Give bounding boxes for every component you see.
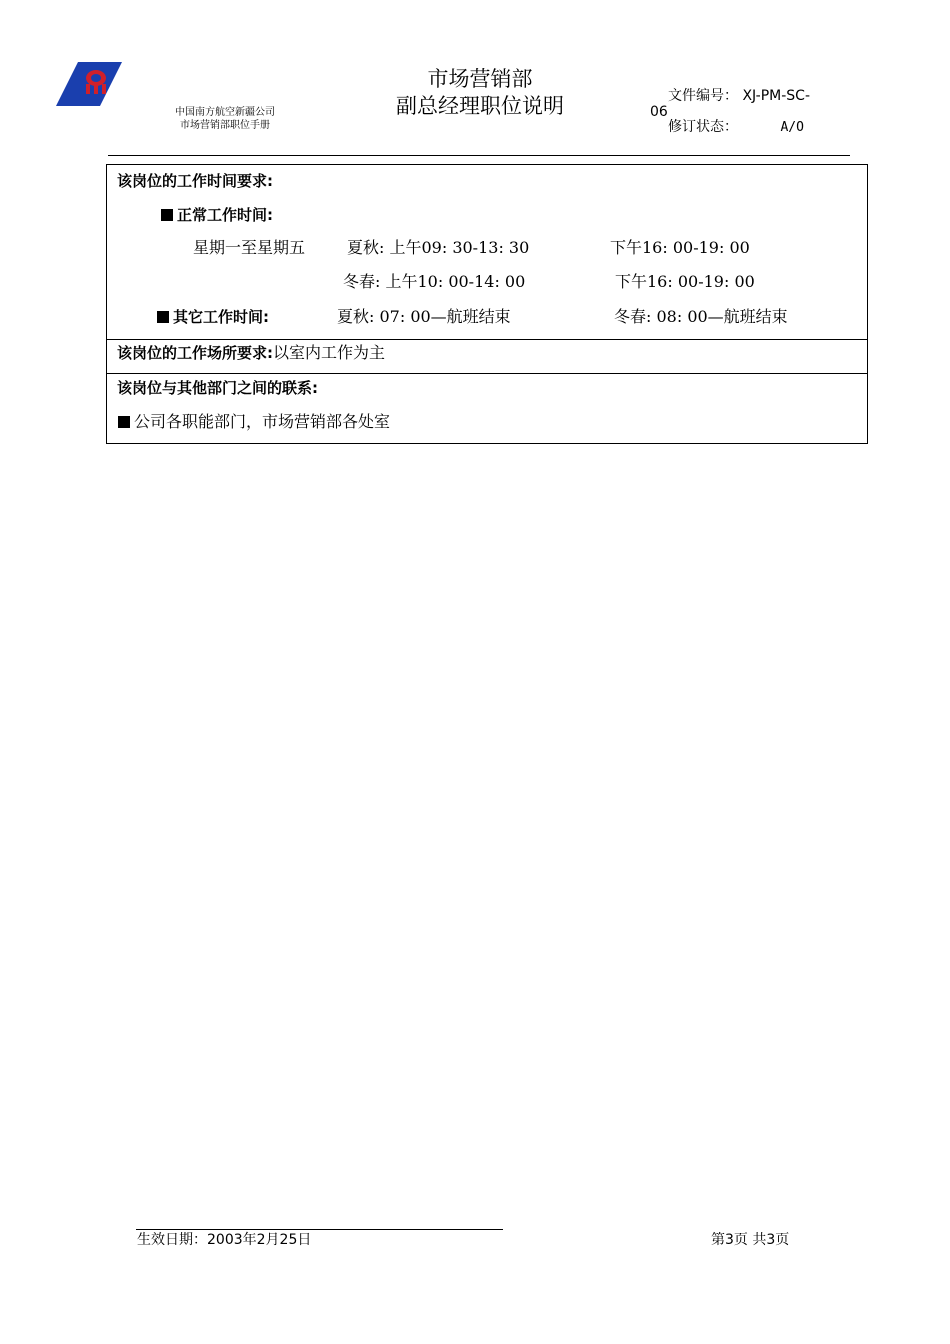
other-worktime-label: 其它工作时间:	[173, 308, 269, 326]
page-number: 第3页 共3页	[711, 1232, 790, 1248]
bullet-square-icon	[157, 311, 169, 323]
workplace-value: 以室内工作为主	[273, 343, 386, 362]
doc-number-label: 文件编号：	[668, 88, 738, 104]
summer-morning-hours: 夏秋: 上午09: 30-13: 30	[347, 238, 530, 257]
header-divider	[108, 155, 850, 156]
summer-afternoon-hours: 下午16: 00-19: 00	[610, 238, 750, 257]
bullet-square-icon	[161, 209, 173, 221]
worktime-heading: 该岗位的工作时间要求:	[117, 172, 273, 190]
normal-worktime-label: 正常工作时间:	[177, 206, 273, 224]
other-summer-hours: 夏秋: 07: 00—航班结束	[337, 307, 511, 326]
relations-heading: 该岗位与其他部门之间的联系:	[117, 379, 318, 397]
title-line-2: 副总经理职位说明	[396, 94, 564, 118]
workplace-heading: 该岗位的工作场所要求:	[117, 344, 273, 362]
kapok-logo-icon	[56, 60, 124, 108]
company-line-2: 市场营销部职位手册	[180, 120, 270, 131]
effective-date: 生效日期：2003年2月25日	[137, 1232, 312, 1248]
weekdays-label: 星期一至星期五	[193, 238, 306, 257]
bullet-square-icon	[118, 416, 130, 428]
footer-divider	[136, 1229, 503, 1230]
company-logo	[56, 60, 124, 108]
company-line-1: 中国南方航空新疆公司	[175, 107, 275, 118]
relations-value: 公司各职能部门，市场营销部各处室	[134, 412, 391, 431]
winter-afternoon-hours: 下午16: 00-19: 00	[615, 272, 755, 291]
revision-label: 修订状态：	[668, 119, 738, 135]
relations-row	[118, 412, 390, 432]
workplace-row	[117, 343, 385, 363]
doc-number-continued: 06	[650, 104, 668, 120]
row-divider	[107, 373, 867, 374]
other-winter-hours: 冬春: 08: 00—航班结束	[614, 307, 788, 326]
position-requirements-table	[106, 164, 868, 444]
document-info	[650, 88, 860, 136]
doc-number-value: XJ-PM-SC-	[742, 88, 811, 104]
page-title	[355, 66, 605, 120]
revision-value: A/O	[780, 120, 804, 135]
other-worktime-row	[157, 307, 269, 327]
title-line-1: 市场营销部	[427, 67, 533, 91]
company-name	[150, 106, 300, 132]
winter-morning-hours: 冬春: 上午10: 00-14: 00	[343, 272, 526, 291]
normal-worktime-row	[161, 205, 273, 225]
row-divider	[107, 339, 867, 340]
